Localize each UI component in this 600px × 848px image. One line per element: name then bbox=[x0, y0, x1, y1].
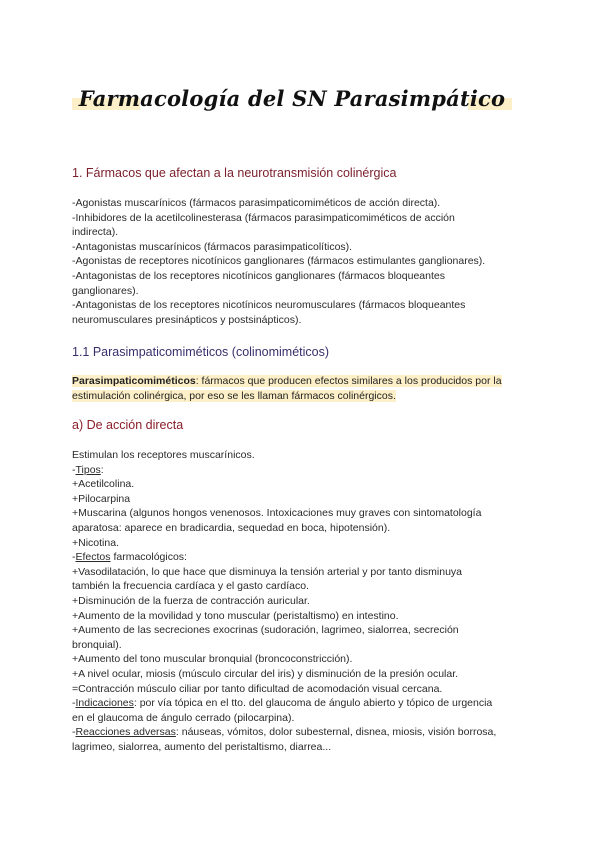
list-item: +Aumento de las secreciones exocrinas (sudoración, lagrimeo, sialorrea, secreción bbox=[72, 624, 459, 637]
definition-line bbox=[72, 389, 530, 404]
list-item: indirecta). bbox=[72, 226, 119, 239]
definition-term: Parasimpaticomiméticos bbox=[72, 375, 196, 387]
list-item: +Aumento del tono muscular bronquial (broncoconstricción). bbox=[72, 653, 353, 666]
list-item: =Contracción músculo ciliar por tanto dificultad de acomodación visual cercana. bbox=[72, 682, 443, 695]
indicaciones-label: Indicaciones bbox=[75, 697, 134, 710]
list-item: +Aumento de la movilidad y tono muscular (peristaltismo) en intestino. bbox=[72, 609, 399, 622]
list-item: -Antagonistas muscarínicos (fármacos parasimpaticolíticos). bbox=[72, 240, 353, 253]
definition-highlight bbox=[72, 374, 530, 403]
list-item: +A nivel ocular, miosis (músculo circular del iris) y disminución de la presión ocular. bbox=[72, 667, 459, 680]
section-1-heading: 1. Fármacos que afectan a la neurotransmisión colinérgica bbox=[72, 166, 397, 180]
list-item: -Agonistas de receptores nicotínicos ganglionares (fármacos estimulantes ganglionares). bbox=[72, 255, 486, 268]
list-item: +Pilocarpina bbox=[72, 492, 131, 505]
list-item: +Muscarina (algunos hongos venenosos. Intoxicaciones muy graves con sintomatología bbox=[72, 507, 482, 520]
page-title: Farmacología del SN Parasimpático bbox=[78, 86, 506, 111]
section-1-list bbox=[72, 196, 530, 327]
definition-line bbox=[72, 374, 530, 389]
list-item: bronquial). bbox=[72, 638, 122, 651]
list-item: +Nicotina. bbox=[72, 536, 119, 549]
section-a-heading: a) De acción directa bbox=[72, 418, 184, 432]
list-item: en el glaucoma de ángulo cerrado (pilocarpina). bbox=[72, 711, 295, 724]
list-item: -Antagonistas de los receptores nicotínicos ganglionares (fármacos bloqueantes bbox=[72, 269, 445, 282]
section-1-1-heading: 1.1 Parasimpaticomiméticos (colinomiméticos) bbox=[72, 345, 330, 359]
intro-text: Estimulan los receptores muscarínicos. bbox=[72, 449, 255, 461]
indicaciones-line: -Indicaciones: por vía tópica en el tto. del glaucoma de ángulo abierto y tópico de urgencia bbox=[72, 697, 493, 710]
definition-text: : fármacos que producen efectos similares a los producidos por la bbox=[195, 375, 502, 387]
tipos-label: Tipos bbox=[75, 463, 101, 476]
tipos-label-line: -Tipos: bbox=[72, 463, 104, 476]
definition-text: estimulación colinérgica, por eso se les llaman fármacos colinérgicos. bbox=[72, 389, 396, 402]
list-item: +Vasodilatación, lo que hace que disminuya la tensión arterial y por tanto disminuya bbox=[72, 565, 462, 578]
list-item: -Antagonistas de los receptores nicotínicos neuromusculares (fármacos bloqueantes bbox=[72, 299, 466, 312]
reacciones-label: Reacciones adversas bbox=[75, 726, 176, 739]
list-item: +Acetilcolina. bbox=[72, 478, 135, 491]
list-item: +Disminución de la fuerza de contracción auricular. bbox=[72, 594, 310, 607]
section-a-body bbox=[72, 448, 530, 754]
efectos-label-line: -Efectos farmacológicos: bbox=[72, 551, 187, 564]
list-item: aparatosa: aparece en bradicardia, sequedad en boca, hipotensión). bbox=[72, 521, 391, 534]
reacciones-line: -Reacciones adversas: náuseas, vómitos, dolor subesternal, disnea, miosis, visión borrosa, bbox=[72, 726, 497, 739]
list-item: también la frecuencia cardíaca y el gasto cardíaco. bbox=[72, 580, 309, 593]
list-item: neuromusculares presinápticos y postsinápticos). bbox=[72, 313, 302, 326]
title-block bbox=[72, 86, 512, 120]
efectos-label: Efectos bbox=[75, 551, 111, 564]
list-item: lagrimeo, sialorrea, aumento del peristaltismo, diarrea... bbox=[72, 740, 332, 753]
list-item: -Agonistas muscarínicos (fármacos parasimpaticomiméticos de acción directa). bbox=[72, 197, 441, 209]
list-item: -Inhibidores de la acetilcolinesterasa (fármacos parasimpaticomiméticos de acción bbox=[72, 211, 455, 224]
list-item: ganglionares). bbox=[72, 284, 139, 297]
